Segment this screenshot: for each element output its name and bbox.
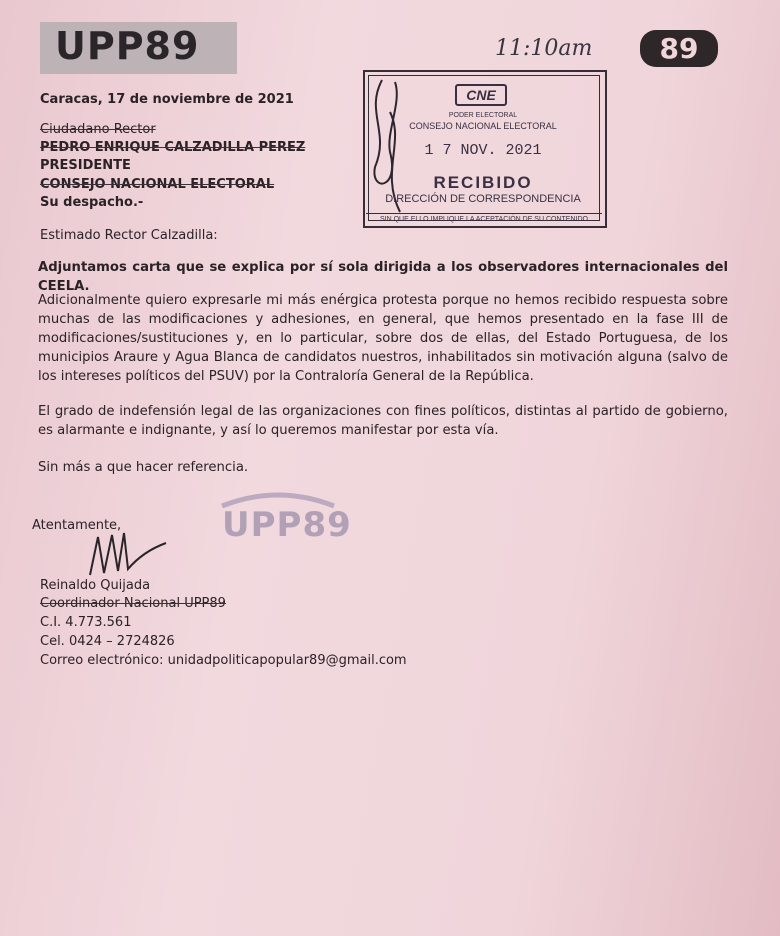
paragraph-3: El grado de indefensión legal de las organizaciones con fines políticos, distintas al partido de gobierno, es alarmante e indignante, y así lo queremos manifestar por esta vía. xyxy=(38,404,728,438)
recipient-position: PRESIDENTE xyxy=(40,158,131,173)
signer-email: Correo electrónico: unidadpoliticapopular89@gmail.com xyxy=(40,653,407,668)
greeting: Estimado Rector Calzadilla: xyxy=(40,228,218,243)
stamp-date: 1 7 NOV. 2021 xyxy=(424,142,542,159)
stamp-footer: SIN QUE ELLO IMPLIQUE LA ACEPTACIÓN DE SU CONTENIDO xyxy=(366,213,602,223)
stamp-status: RECIBIDO xyxy=(433,173,533,192)
cne-logo: CNE xyxy=(455,84,507,106)
handwritten-time-note: 11:10am xyxy=(495,36,593,61)
signer-title: Coordinador Nacional UPP89 xyxy=(40,596,226,611)
letterhead-logo: UPP89 xyxy=(55,24,200,68)
paragraph-2: Adicionalmente quiero expresarle mi más enérgica protesta porque no hemos recibido respuesta sobre muchas de las modificaciones y adhesiones, en general, que hemos presentado en la fase III de modificaciones/sustituciones y, en lo particular, sobre dos de ellas, del Estado Portuguesa, de los municipios Araure y Agua Blanca de candidatos nuestros, inhabilitados sin motivación alguna (salvo de los intereses políticos del PSUV) por la Contraloría General de la República. xyxy=(38,293,728,384)
stamp-department: DIRECCIÓN DE CORRESPONDENCIA xyxy=(385,193,581,205)
recipient-institution: CONSEJO NACIONAL ELECTORAL xyxy=(40,177,275,192)
stamp-line-1: PODER ELECTORAL xyxy=(448,112,518,119)
stamp-line-2: CONSEJO NACIONAL ELECTORAL xyxy=(409,121,557,131)
handwritten-signature xyxy=(60,525,170,580)
closing: Atentamente, xyxy=(32,518,122,533)
signer-id: C.I. 4.773.561 xyxy=(40,615,132,630)
signer-name: Reinaldo Quijada xyxy=(40,578,151,593)
recipient-title: Ciudadano Rector xyxy=(40,122,156,137)
recipient-name: PEDRO ENRIQUE CALZADILLA PEREZ xyxy=(40,140,306,155)
paragraph-4: Sin más a que hacer referencia. xyxy=(38,460,249,475)
party-number-badge: 89 xyxy=(640,30,718,67)
signer-phone: Cel. 0424 – 2724826 xyxy=(40,634,175,649)
date-line: Caracas, 17 de noviembre de 2021 xyxy=(40,92,294,107)
upp89-watermark: UPP89 xyxy=(222,505,352,545)
recipient-office: Su despacho.- xyxy=(40,195,144,210)
paragraph-1: Adjuntamos carta que se explica por sí sola dirigida a los observadores internacionales del CEELA. xyxy=(38,260,728,294)
